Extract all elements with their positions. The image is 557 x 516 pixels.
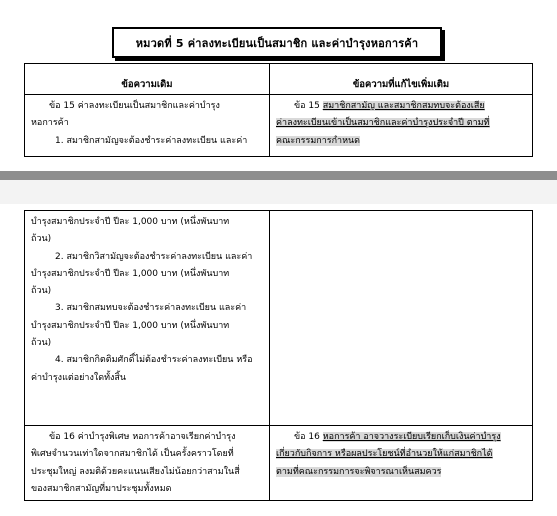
text-line — [276, 429, 526, 446]
text-line: 2. สมาชิกวิสามัญจะต้องชำระค่าลงทะเบียน และค่า — [55, 251, 253, 262]
clause-15-row — [25, 95, 533, 157]
text-line — [276, 464, 526, 481]
text-line: ประชุมใหญ่ ลงมติด้วยคะแนนเสียงไม่น้อยกว่าสามในสี่ — [31, 466, 240, 477]
amended-text: ตามที่คณะกรรมการจะพิจารณาเห็นสมควร — [276, 466, 442, 477]
header-original: ข้อความเดิม — [25, 64, 270, 95]
amended-text: สมาชิกสามัญ และสมาชิกสมทบจะต้องเสีย — [322, 101, 485, 111]
text-line: 1. สมาชิกสามัญจะต้องชำระค่าลงทะเบียน และค่า — [55, 135, 248, 146]
amended-text: เกี่ยวกับกิจการ หรือผลประโยชน์ที่อำนวยให้แก่สมาชิกได้ — [276, 449, 493, 460]
clause-16-original — [25, 426, 270, 501]
clause-16-row — [25, 426, 533, 501]
text-line — [276, 446, 526, 463]
text-line — [276, 98, 526, 115]
clause-number: ข้อ 16 — [294, 432, 323, 442]
text-line: ถ้วน) — [31, 286, 52, 297]
clause-number: ข้อ 15 — [294, 101, 323, 111]
amended-text: หอการค้า อาจวางระเบียบเรียกเก็บเงินค่าบำรุง — [322, 432, 501, 442]
amended-text: ค่าลงทะเบียนเข้าเป็นสมาชิกและค่าบำรุงประจำปี ตามที่ — [276, 118, 490, 129]
comparison-table-page1 — [24, 63, 533, 157]
comparison-table-page2 — [24, 210, 533, 501]
header-amended: ข้อความที่แก้ไขเพิ่มเติม — [270, 64, 533, 95]
text-line: ข้อ 15 ค่าลงทะเบียนเป็นสมาชิกและค่าบำรุง — [49, 101, 220, 111]
text-line: ถ้วน) — [31, 234, 52, 245]
amended-text: คณะกรรมการกำหนด — [276, 135, 361, 146]
text-line: บำรุงสมาชิกประจำปี ปีละ 1,000 บาท (หนึ่งพันบาท — [31, 320, 230, 331]
text-line: พิเศษจำนวนเท่าใดจากสมาชิกได้ เป็นครั้งคราวโดยที่ — [31, 449, 234, 460]
clause-15-continuation-row — [25, 211, 533, 426]
text-line: ค่าบำรุงแต่อย่างใดทั้งสิ้น — [31, 372, 127, 383]
text-line: 3. สมาชิกสมทบจะต้องชำระค่าลงทะเบียน และค่า — [55, 303, 247, 314]
text-line: หอการค้า — [31, 118, 69, 129]
clause-15-amended — [270, 95, 533, 157]
clause-15-amended-continued — [270, 211, 533, 426]
text-line — [276, 115, 526, 132]
text-line: บำรุงสมาชิกประจำปี ปีละ 1,000 บาท (หนึ่งพันบาท — [31, 268, 230, 279]
page-break-separator — [0, 171, 557, 204]
text-line — [276, 133, 526, 150]
text-line: ข้อ 16 ค่าบำรุงพิเศษ หอการค้าอาจเรียกค่าบำรุง — [49, 432, 236, 442]
text-line: 4. สมาชิกกิตติมศักดิ์ไม่ต้องชำระค่าลงทะเบียน หรือ — [55, 355, 253, 366]
clause-15-original — [25, 95, 270, 157]
text-line: ของสมาชิกสามัญที่มาประชุมทั้งหมด — [31, 483, 172, 494]
clause-16-amended — [270, 426, 533, 501]
section-title: หมวดที่ 5 ค่าลงทะเบียนเป็นสมาชิก และค่าบำรุงหอการค้า — [112, 27, 442, 58]
table-header-row — [25, 64, 533, 95]
text-line: บำรุงสมาชิกประจำปี ปีละ 1,000 บาท (หนึ่งพันบาท — [31, 217, 230, 227]
clause-15-original-continued — [25, 211, 270, 426]
text-line: ถ้วน) — [31, 338, 52, 349]
